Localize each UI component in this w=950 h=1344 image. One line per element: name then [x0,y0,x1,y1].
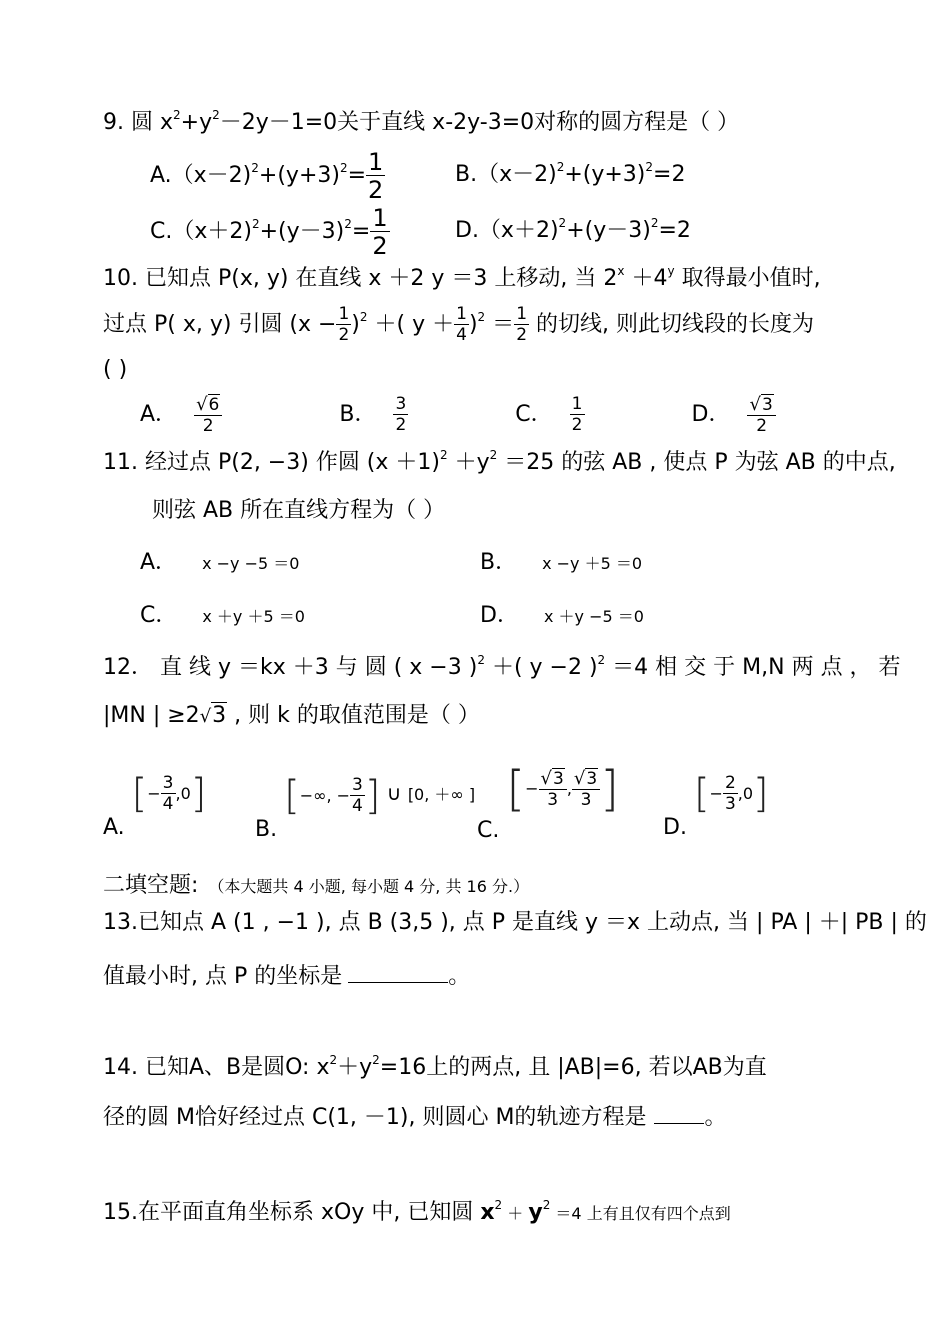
q11-l1c: ＝25 的弦 AB , 使点 P 为弦 AB 的中点, [497,450,896,475]
q13-l1: 13.已知点 A (1 , −1 ), 点 B (3,5 ), 点 P 是直线 y ＝x 上动点, 当 | PA | ＋| PB | 的 [103,910,927,935]
q10-b-den: 2 [395,415,407,435]
section2-heading [103,873,529,900]
q12-d-den: 3 [724,794,736,814]
q12-a-minus: − [147,783,161,803]
q11-l1b: ＋y [447,450,490,475]
q10-l1y: y [667,264,675,278]
q14-line1 [103,1055,767,1081]
q9-d-sq1: 2 [558,216,567,230]
q11-option-d [480,603,644,630]
q10-d-rad: 3 [761,394,773,415]
q10-d-label: D． [691,402,731,427]
q12-sqrt: √3 [199,703,227,728]
q12-l2rad: 3 [212,703,227,728]
q12-l1b: ＋( y −2 ) [484,655,598,680]
q14-l2end: 。 [704,1105,727,1130]
q15-l1a: 15.在平面直角坐标系 xOy 中, 已知圆 [103,1200,474,1225]
q9-c-fraction [370,206,389,258]
q12-c-rad1: 3 [552,768,564,789]
q10-c-fraction [570,396,585,434]
q9-a-sq1: 2 [251,161,259,175]
q12-c-fraction2 [572,767,600,810]
q11-option-c [140,603,305,630]
q12-b-label: B. [255,817,278,842]
q10-l3: ( ) [103,357,128,382]
q11-b-eq: x −y ＋5 ＝0 [542,554,643,573]
q13-answer-blank[interactable] [348,962,448,983]
q9-c-eq: = [351,219,371,244]
q12-l1c: ＝4 相 交 于 M,N 两 点 ， 若 [605,655,901,680]
q10-l2e: ) [468,312,478,337]
q14-sq2: 2 [372,1053,380,1067]
q12-b-fraction [350,777,365,815]
q10-frac2-num: 1 [456,304,467,324]
q10-l2c: ＋( y ＋ [367,312,455,337]
q15-line1 [103,1200,731,1227]
q10-options [140,390,776,440]
q9-d-label: D.（x＋2) [455,218,559,243]
q10-frac2 [454,306,469,344]
q9-a-label: A.（x－2) [150,163,252,188]
q9-c-sq1: 2 [251,217,260,231]
q14-answer-blank[interactable] [654,1103,704,1124]
q10-line1 [103,266,821,292]
q9-d-mid: +(y－3) [566,218,651,243]
q14-l2: 径的圆 M恰好经过点 C(1, －1), 则圆心 M的轨迹方程是 [103,1105,647,1130]
q9-b-end: =2 [653,162,686,187]
q12-c-comma: , [566,778,572,798]
q11-c-label: C． [140,603,178,628]
q12-l2b: , 则 k 的取值范围是（ ） [227,703,480,728]
q10-b-label: B． [339,402,377,427]
q11-option-b [480,550,642,577]
q12-c-rad2: 3 [586,768,598,789]
q14-line2 [103,1103,726,1131]
q10-c-num: 1 [571,394,583,414]
q10-frac3 [514,306,529,344]
q14-sq1: 2 [329,1053,338,1067]
q11-option-a [140,550,299,577]
q11-d-label: D． [480,603,519,628]
q10-frac2-den: 4 [456,325,467,345]
q12-b-interval: [−∞, − $\frac{3}{4}$ ] ∪ [0, ＋∞ ] [284,772,476,819]
q9-a-eq: = [347,163,367,188]
q11-l1a: 11. 经过点 P(2, −3) 作圆 (x ＋1) [103,450,440,475]
q10-l1c: 取得最小值时, [674,266,821,291]
q12-b-union: ∪ [380,781,408,805]
q9-a-num: 1 [368,148,384,176]
q9-sup1: 2 [173,108,181,122]
q12-option-a [103,758,207,840]
q11-line1 [103,450,896,476]
q10-c-den: 2 [571,415,583,435]
q11-b-label: B． [480,550,518,575]
q12-d-fraction [723,775,738,813]
q9-stem-b: +y [180,110,213,135]
q9-option-b [455,150,685,200]
q10-frac1 [336,306,351,344]
q9-option-c [150,204,390,260]
q15-plus: ＋ [502,1204,529,1223]
q9-a-mid: +(y+3) [258,163,340,188]
q12-b-second: [0, ＋∞ ] [407,785,476,804]
q12-d-end: ,0 [737,783,754,803]
q12-option-c [477,748,619,843]
q12-a-den: 4 [162,794,174,814]
q9-c-mid: +(y－3) [259,219,345,244]
q9-c-num: 1 [372,204,388,232]
q11-sq2: 2 [489,448,498,462]
q10-l2a: 过点 P( x, y) 引圆 (x − [103,312,337,337]
q10-frac3-den: 2 [516,325,528,345]
section2-title: 二填空题: [103,873,199,898]
q10-line2 [103,300,814,350]
q15-l1e: ＝4 上有且仅有四个点到 [550,1204,731,1223]
q10-a-num: √6 [194,396,222,416]
q12-a-num: 3 [162,773,174,793]
q10-frac1-den: 2 [338,325,350,345]
q12-c-num2: √3 [572,770,600,790]
section2-note: （本大题共 4 小题, 每小题 4 分, 共 16 分.） [208,877,530,896]
q11-c-eq: x ＋y ＋5 ＝0 [202,607,305,626]
q10-frac1-num: 1 [338,304,350,324]
q15-sq2: 2 [542,1198,551,1212]
q12-line1 [103,655,901,681]
q12-a-fraction [161,775,176,813]
q9-d-sq2: 2 [650,216,659,230]
q11-sq1: 2 [439,448,448,462]
q15-y: y [528,1200,543,1225]
q9-c-label: C.（x＋2) [150,219,252,244]
q12-d-minus: − [709,783,723,803]
q12-c-den1: 3 [547,789,559,810]
q12-option-d [663,758,769,840]
q11-line2 [152,498,445,524]
q14-l1b: ＋y [337,1055,373,1080]
q9-d-end: =2 [658,218,691,243]
q12-c-minus: − [525,778,539,798]
q10-l1x: x [617,264,625,278]
q9-b-label: B.（x－2) [455,162,557,187]
q12-option-b [255,758,476,842]
q12-c-label: C. [477,818,500,843]
q11-a-eq: x −y −5 ＝0 [202,554,300,573]
q11-a-label: A． [140,550,178,575]
q10-l2-sq2: 2 [477,310,486,324]
q10-line3 [103,357,127,383]
q13-line2 [103,962,470,990]
q10-d-fraction [747,393,775,436]
q10-l2b: ) [351,312,360,337]
q12-a-label: A. [103,815,125,840]
q12-d-num: 2 [724,773,736,793]
q10-d-num: √3 [747,396,775,416]
q10-l2-sq1: 2 [359,310,368,324]
q10-b-num: 3 [395,394,407,414]
q9-b-sq1: 2 [556,160,565,174]
q12-l2a: |MN | ≥2 [103,703,200,728]
q10-d-den: 2 [756,415,768,436]
q10-l1a: 10. 已知点 P(x, y) 在直线 x ＋2 y ＝3 上移动, 当 2 [103,266,618,291]
q12-c-den2: 3 [580,789,592,810]
q15-x: x [480,1200,495,1225]
q9-sup2: 2 [212,108,220,122]
q15-sq1: 2 [494,1198,503,1212]
q9-c-sq2: 2 [344,217,352,231]
q11-l2: 则弦 AB 所在直线方程为（ ） [152,498,446,523]
q12-sq1: 2 [477,653,485,667]
q13-line1 [103,910,927,936]
q14-l1a: 14. 已知A、B是圆O: x [103,1055,330,1080]
q12-c-interval: [− $\frac{√3}{3}$ , $\frac{√3}{3}$ ] [506,760,619,817]
q10-b-fraction [393,396,408,434]
q10-a-den: 2 [202,415,214,436]
q9-option-d [455,206,691,256]
q14-l1c: =16上的两点, 且 |AB|=6, 若以AB为直 [379,1055,767,1080]
q9-stem-c: －2y－1=0关于直线 x-2y-3=0对称的圆方程是（ ） [219,110,740,135]
q12-a-end: ,0 [175,783,191,803]
q12-line2 [103,703,480,730]
q12-d-label: D. [663,815,687,840]
q9-b-sq2: 2 [645,160,654,174]
q10-frac3-num: 1 [516,304,528,324]
q12-c-num1: √3 [539,770,567,790]
q12-a-interval: [− $\frac{3}{4}$ ,0] [131,770,207,817]
q9-option-a [150,148,385,204]
q10-l1b: ＋4 [624,266,668,291]
q10-a-rad: 6 [208,394,220,415]
q9-a-sq2: 2 [339,161,348,175]
q9-stem [103,110,739,136]
q12-c-fraction1 [539,767,567,810]
q12-d-interval: [− $\frac{2}{3}$ ,0] [693,770,769,817]
q11-d-eq: x ＋y −5 ＝0 [543,607,644,626]
q9-stem-a: 9. 圆 x [103,110,173,135]
q12-l1a: 12． 直 线 y ＝kx ＋3 与 圆 ( x −3 ) [103,655,478,680]
q10-a-label: A． [140,402,178,427]
q13-l2end: 。 [448,964,471,989]
q13-l2: 值最小时, 点 P 的坐标是 [103,964,343,989]
q9-a-fraction [366,150,385,202]
q12-sq2: 2 [597,653,606,667]
q9-b-mid: +(y+3) [564,162,646,187]
q12-b-num: 3 [352,775,363,795]
q10-l2f: ＝ [485,312,515,337]
q10-l2g: 的切线, 则此切线段的长度为 [529,312,814,337]
q10-c-label: C． [515,402,553,427]
q12-b-den: 4 [352,796,363,816]
q10-a-fraction [194,393,222,436]
q9-c-den: 2 [372,232,388,260]
q9-a-den: 2 [368,176,384,204]
q12-b-start: −∞, − [299,785,351,805]
